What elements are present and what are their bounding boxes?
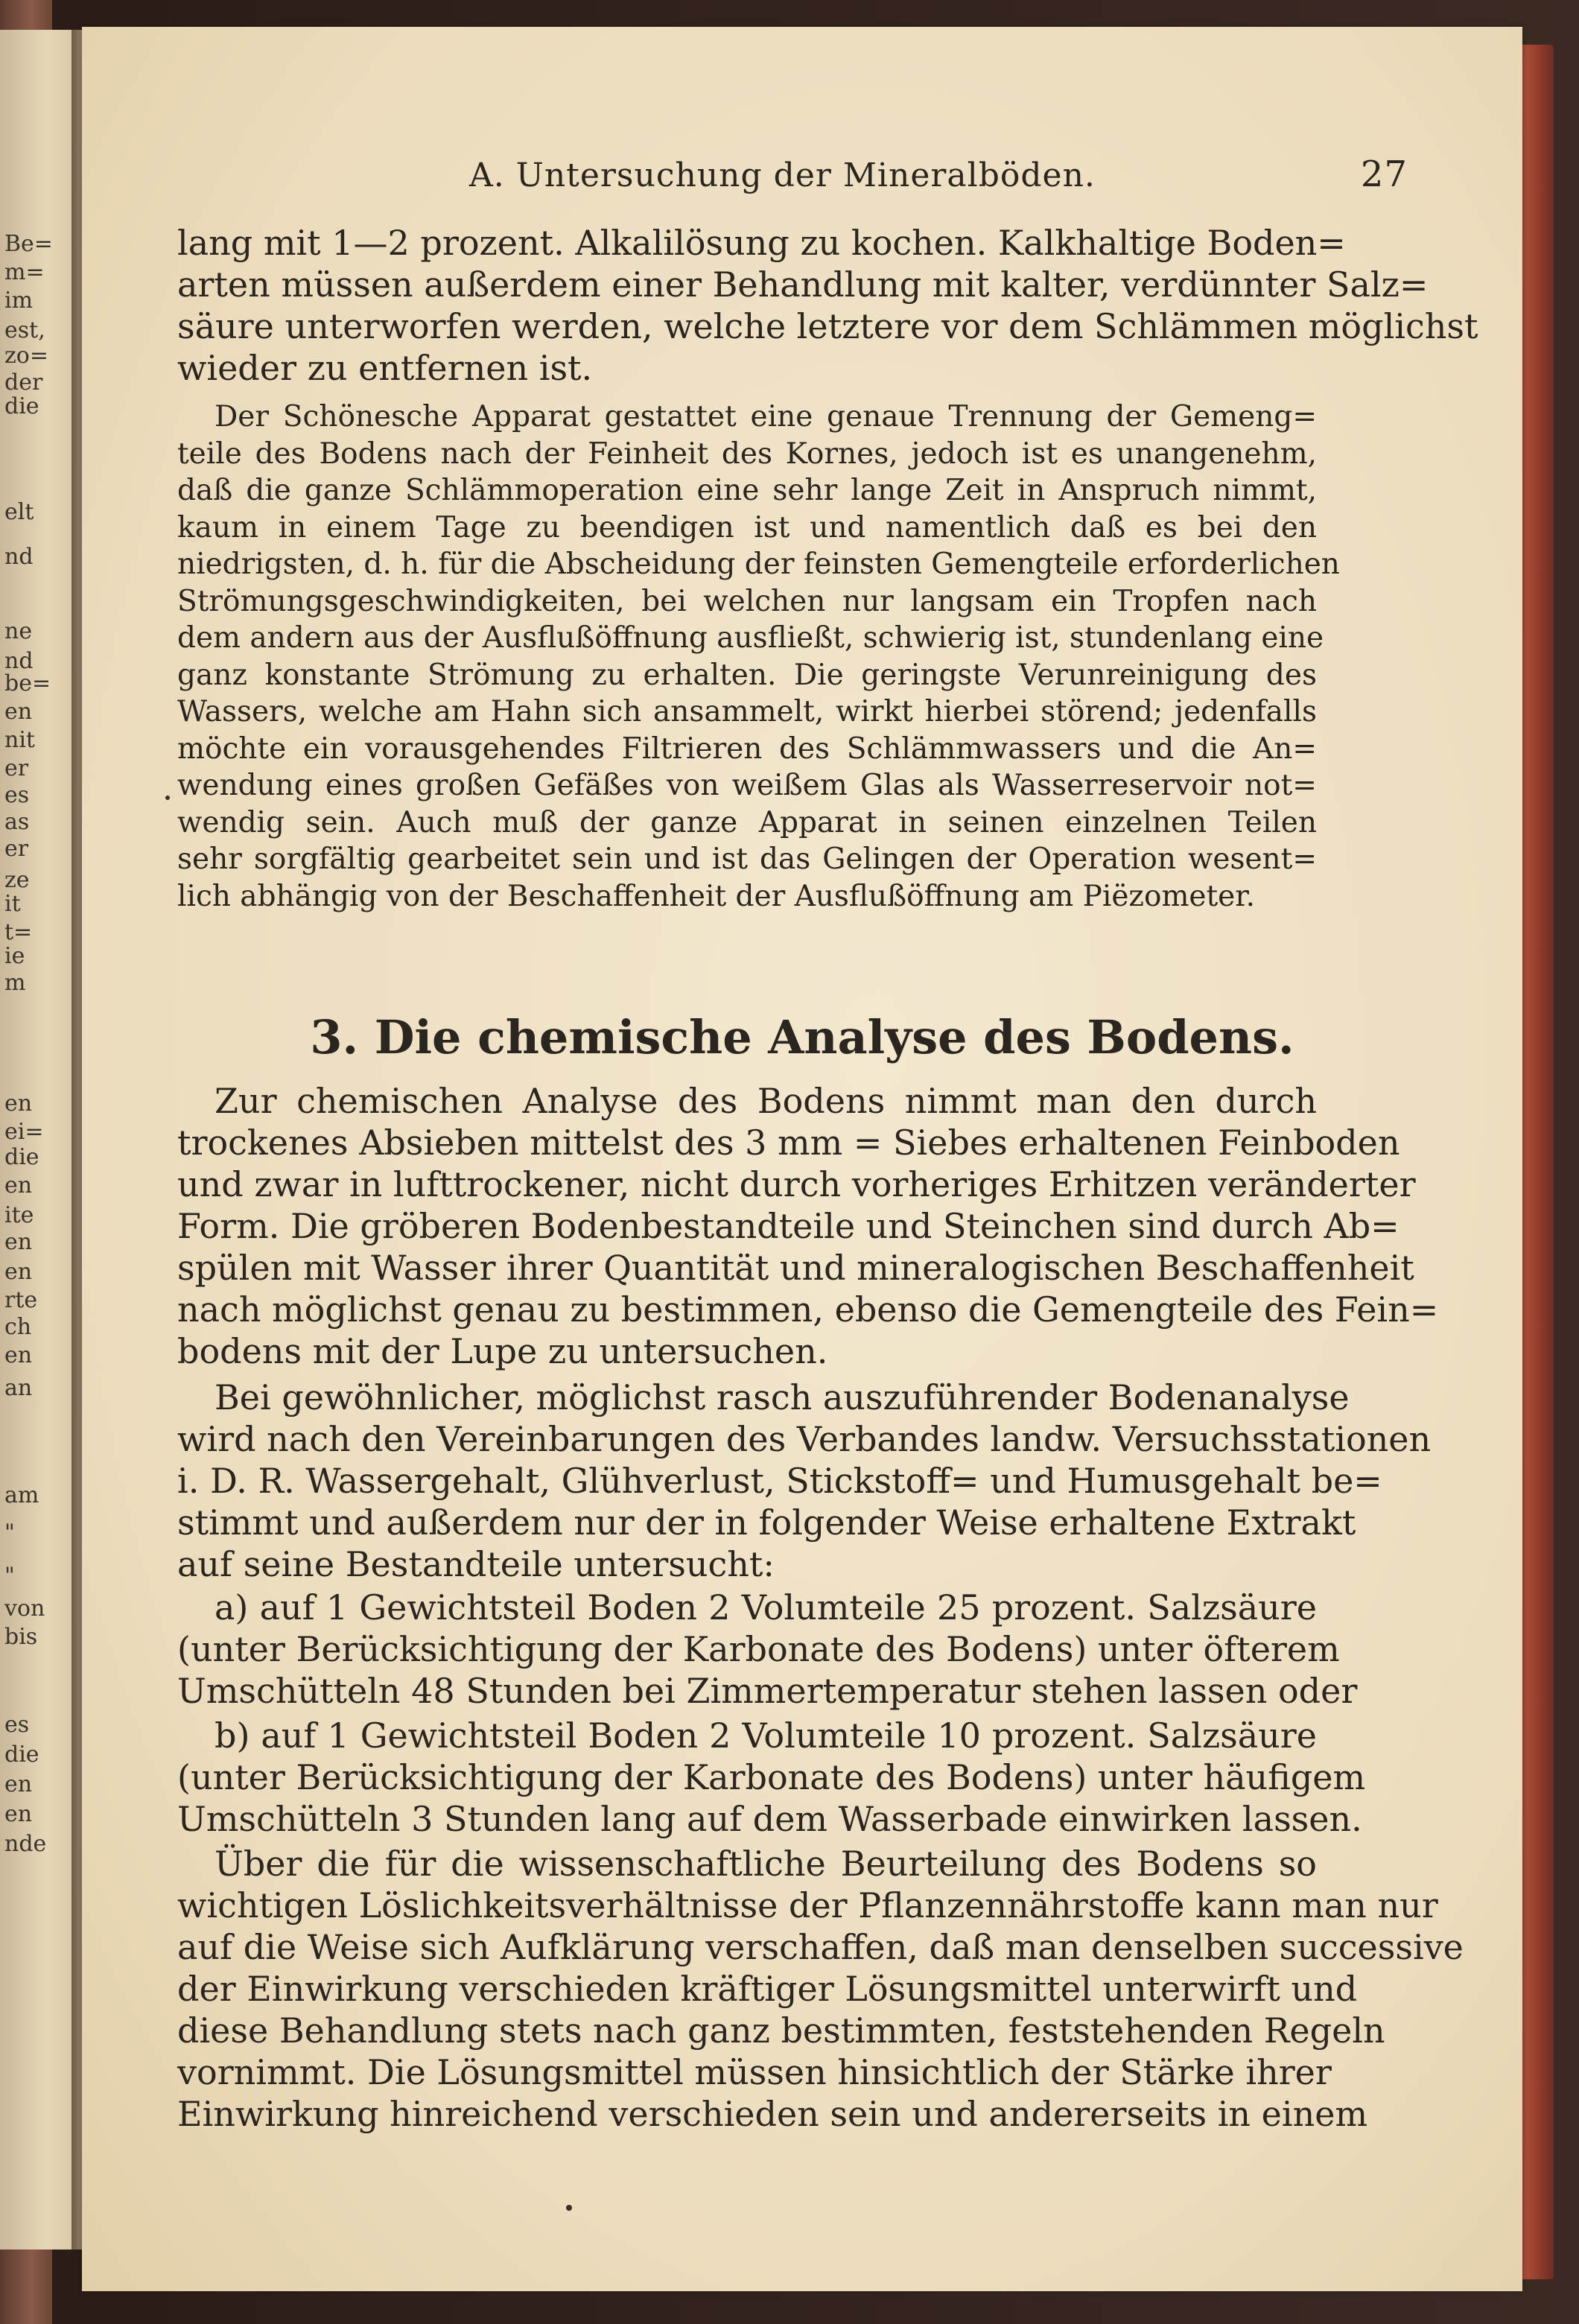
paragraph-1-line: und zwar in lufttrockener, nicht durch vorheriges Erhitzen veränderter (177, 1164, 1416, 1204)
previous-page-fragment: zo= (4, 343, 49, 369)
paragraph-1-line: Zur chemischen Analyse des Bodens nimmt man den durch (215, 1081, 1317, 1121)
paragraph-intro-line: wieder zu entfernen ist. (177, 348, 593, 388)
item-a-line: a) auf 1 Gewichtsteil Boden 2 Volumteile 25 prozent. Salzsäure (215, 1587, 1317, 1628)
paragraph-small-line: wendung eines großen Gefäßes von weißem Glas als Wasserreservoir not= (177, 769, 1317, 802)
previous-page-fragment: " (4, 1520, 15, 1546)
previous-page-fragment: die (4, 1144, 39, 1170)
paragraph-2-line: Bei gewöhnlicher, möglichst rasch auszuführender Bodenanalyse (215, 1377, 1350, 1417)
previous-page-fragment: er (4, 836, 29, 862)
previous-page-fragment: es (4, 782, 30, 808)
previous-page-fragment: en (4, 1771, 33, 1797)
previous-page-fragment: ze (4, 867, 30, 893)
previous-page-fragment: ei= (4, 1119, 44, 1145)
paragraph-small-line: niedrigsten, d. h. für die Abscheidung der feinsten Gemengteile erforderlichen (177, 547, 1340, 581)
paragraph-3-line: auf die Weise sich Aufklärung verschaffen, daß man denselben successive (177, 1927, 1464, 1967)
margin-mark (165, 796, 170, 800)
previous-page-fragment: it (4, 891, 21, 917)
previous-page-fragment: " (4, 1563, 15, 1589)
paragraph-small-line: Der Schönesche Apparat gestattet eine genaue Trennung der Gemeng= (215, 400, 1317, 434)
paragraph-1-line: Form. Die gröberen Bodenbestandteile und Steinchen sind durch Ab= (177, 1206, 1400, 1246)
previous-page-fragment: er (4, 755, 29, 781)
previous-page-fragment: elt (4, 499, 34, 525)
paragraph-2-line: auf seine Bestandteile untersucht: (177, 1544, 775, 1584)
paragraph-3-line: vornimmt. Die Lösungsmittel müssen hinsichtlich der Stärke ihrer (177, 2052, 1332, 2092)
previous-page-fragment: ite (4, 1202, 34, 1228)
previous-page-fragment: ch (4, 1314, 32, 1340)
paragraph-small-line: kaum in einem Tage zu beendigen ist und namentlich daß es bei den (177, 510, 1317, 545)
paragraph-small-line: teile des Bodens nach der Feinheit des Kornes, jedoch ist es unangenehm, (177, 436, 1317, 471)
previous-page-fragment: m= (4, 259, 45, 285)
previous-page-fragment: bis (4, 1624, 38, 1650)
previous-page-fragment: von (4, 1596, 45, 1622)
paragraph-1-line: bodens mit der Lupe zu untersuchen. (177, 1331, 828, 1371)
page-number: 27 (1360, 153, 1408, 195)
paragraph-1-line: nach möglichst genau zu bestimmen, ebenso die Gemengteile des Fein= (177, 1289, 1439, 1330)
paragraph-small-line: möchte ein vorausgehendes Filtrieren des Schlämmwassers und die An= (177, 731, 1317, 766)
paragraph-intro-line: arten müssen außerdem einer Behandlung mit kalter, verdünnter Salz= (177, 264, 1429, 305)
paragraph-1-line: spülen mit Wasser ihrer Quantität und mineralogischen Beschaffenheit (177, 1248, 1414, 1288)
printer-mark (566, 2205, 572, 2211)
section-heading: 3. Die chemische Analyse des Bodens. (310, 1010, 1294, 1064)
item-b-line: Umschütteln 3 Stunden lang auf dem Wasserbade einwirken lassen. (177, 1799, 1362, 1839)
paragraph-3-line: wichtigen Löslichkeitsverhältnisse der Pflanzennährstoffe kann man nur (177, 1885, 1438, 1925)
previous-page-fragment: en (4, 1801, 33, 1827)
previous-page-fragment: en (4, 1090, 33, 1117)
paragraph-small-line: wendig sein. Auch muß der ganze Apparat in seinen einzelnen Teilen (177, 805, 1317, 839)
previous-page-fragment: ie (4, 943, 25, 969)
previous-page-fragment: es (4, 1712, 30, 1738)
previous-page-fragment: die (4, 1742, 39, 1768)
item-b-line: (unter Berücksichtigung der Karbonate des Bodens) unter häufigem (177, 1757, 1366, 1797)
previous-page-edge (0, 30, 77, 2250)
paragraph-intro-line: säure unterworfen werden, welche letztere vor dem Schlämmen möglichst (177, 306, 1478, 346)
paragraph-3-line: Einwirkung hinreichend verschieden sein und andererseits in einem (177, 2094, 1368, 2134)
previous-page-fragment: nit (4, 727, 35, 753)
paragraph-small-line: Wassers, welche am Hahn sich ansammelt, wirkt hierbei störend; jedenfalls (177, 695, 1317, 728)
paragraph-3-line: Über die für die wissenschaftliche Beurteilung des Bodens so (215, 1844, 1317, 1884)
running-header (469, 153, 1408, 195)
previous-page-fragment: en (4, 699, 33, 725)
paragraph-2-line: i. D. R. Wassergehalt, Glühverlust, Stickstoff= und Humusgehalt be= (177, 1461, 1382, 1501)
previous-page-fragment: die (4, 393, 39, 419)
previous-page-fragment: ne (4, 618, 33, 644)
item-a-line: (unter Berücksichtigung der Karbonate des Bodens) unter öfterem (177, 1629, 1340, 1669)
paragraph-small-line: sehr sorgfältig gearbeitet sein und ist das Gelingen der Operation wesent= (177, 842, 1317, 876)
previous-page-fragment: be= (4, 670, 51, 696)
paragraph-2-line: stimmt und außerdem nur der in folgender Weise erhaltene Extrakt (177, 1502, 1356, 1543)
previous-page-fragment: am (4, 1482, 39, 1508)
previous-page-fragment: m (4, 970, 26, 996)
paragraph-small-line: Strömungsgeschwindigkeiten, bei welchen nur langsam ein Tropfen nach (177, 584, 1317, 618)
book-page (82, 27, 1522, 2291)
previous-page-fragment: en (4, 1259, 33, 1285)
previous-page-fragment: der (4, 369, 43, 396)
paragraph-3-line: der Einwirkung verschieden kräftiger Lösungsmittel unterwirft und (177, 1969, 1358, 2009)
previous-page-fragment: en (4, 1229, 33, 1255)
paragraph-small-line: lich abhängig von der Beschaffenheit der Ausflußöffnung am Piëzometer. (177, 879, 1256, 913)
previous-page-fragment: en (4, 1342, 33, 1368)
paragraph-1-line: trockenes Absieben mittelst des 3 mm = Siebes erhaltenen Feinboden (177, 1123, 1400, 1163)
previous-page-fragment: Be= (4, 231, 53, 257)
previous-page-fragment: nde (4, 1831, 47, 1857)
previous-page-fragment: en (4, 1172, 33, 1198)
item-b-line: b) auf 1 Gewichtsteil Boden 2 Volumteile 10 prozent. Salzsäure (215, 1715, 1317, 1756)
running-title: A. Untersuchung der Mineralböden. (469, 156, 1096, 194)
paragraph-small-line: ganz konstante Strömung zu erhalten. Die geringste Verunreinigung des (177, 658, 1317, 692)
paragraph-small-line: dem andern aus der Ausflußöffnung ausfließt, schwierig ist, stundenlang eine (177, 621, 1324, 655)
previous-page-fragment: rte (4, 1287, 38, 1313)
paragraph-2-line: wird nach den Vereinbarungen des Verbandes landw. Versuchsstationen (177, 1419, 1432, 1459)
previous-page-fragment: nd (4, 648, 34, 674)
previous-page-fragment: im (4, 288, 34, 314)
previous-page-fragment: as (4, 809, 30, 835)
item-a-line: Umschütteln 48 Stunden bei Zimmertemperatur stehen lassen oder (177, 1671, 1358, 1711)
previous-page-fragment: est, (4, 317, 45, 343)
paragraph-intro-line: lang mit 1—2 prozent. Alkalilösung zu kochen. Kalkhaltige Boden= (177, 223, 1346, 263)
paragraph-3-line: diese Behandlung stets nach ganz bestimmten, feststehenden Regeln (177, 2010, 1385, 2051)
paragraph-small-line: daß die ganze Schlämmoperation eine sehr lange Zeit in Anspruch nimmt, (177, 474, 1317, 507)
previous-page-fragment: an (4, 1375, 33, 1401)
previous-page-fragment: t= (4, 919, 33, 945)
previous-page-fragment: nd (4, 544, 34, 570)
